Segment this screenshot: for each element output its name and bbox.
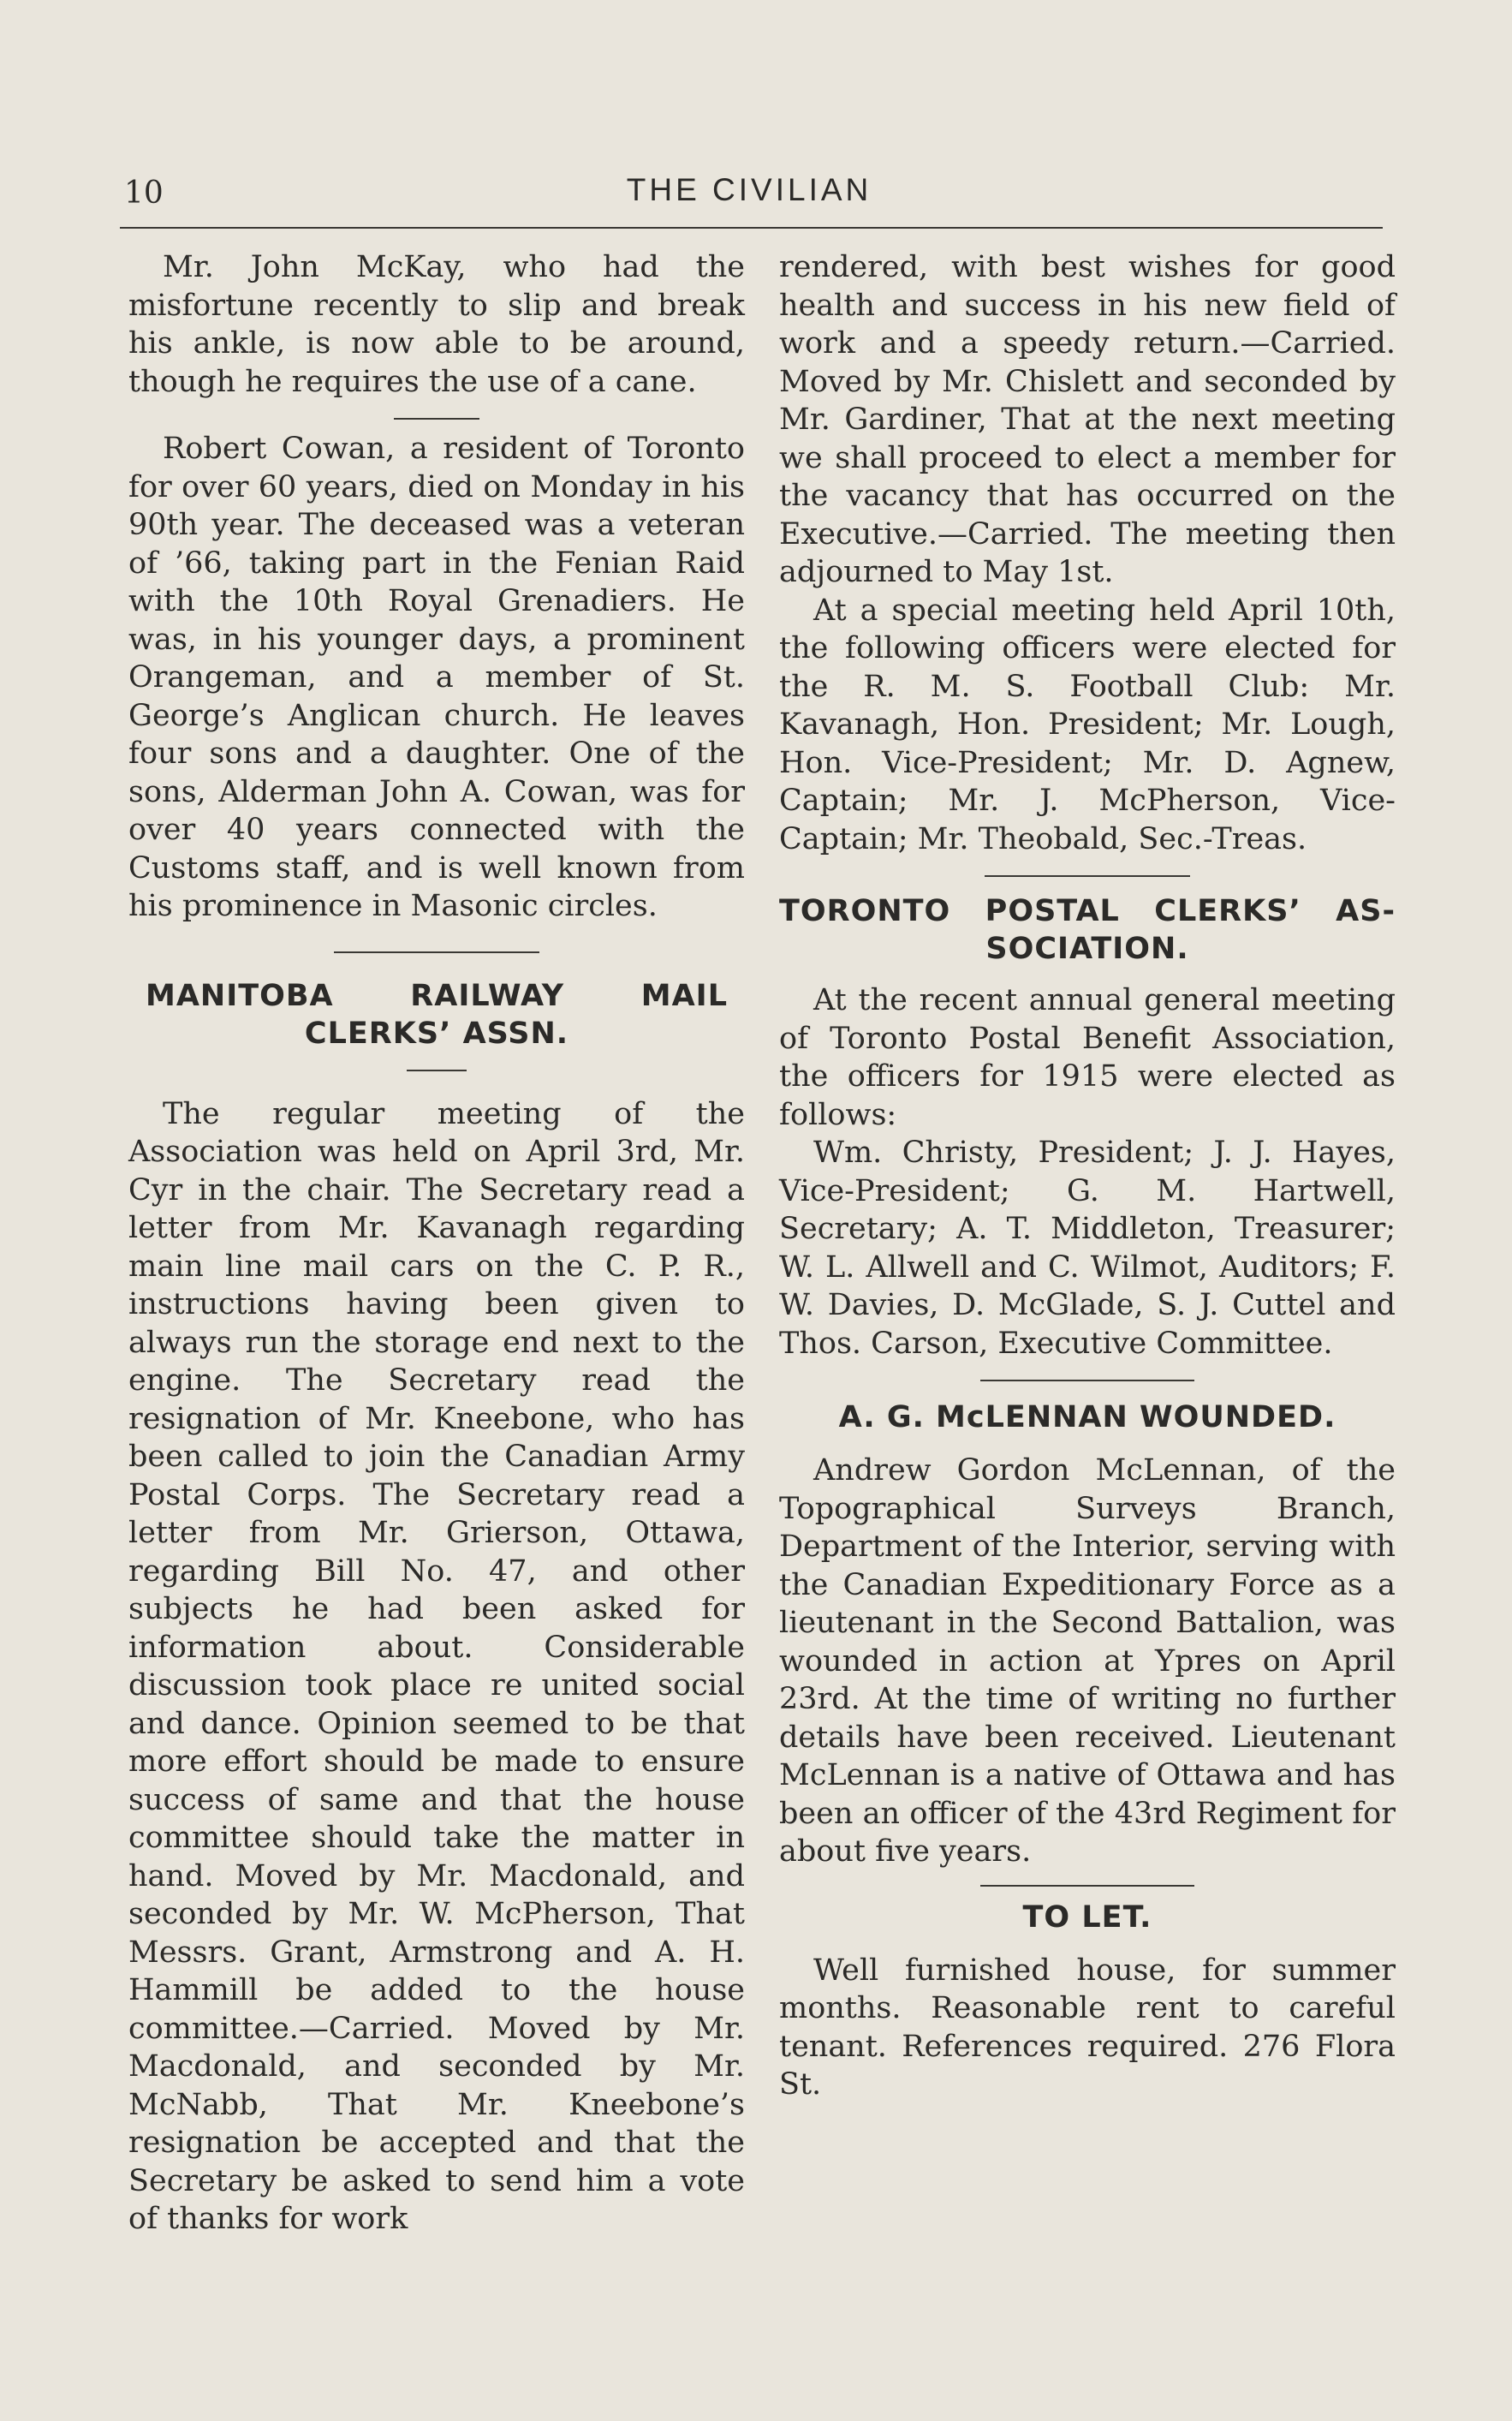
heading-toronto-line1: TORONTO POSTAL CLERKS’ AS-	[779, 894, 1396, 928]
article-special-meeting: At a special meeting held April 10th, the following officers were elected for the R. M. S. Football Club: Mr. Kavanagh, Hon. President; Mr. Lough, Hon. Vice-President; Mr. D. Agnew, Captain; Mr. J. McPherson, Vice-Captain; Mr. Theobald, Sec.-Treas.	[779, 593, 1396, 856]
article-manitoba-body: The regular meeting of the Association was held on April 3rd, Mr. Cyr in the chair. The Secretary read a letter from Mr. Kavanagh regarding main line mail cars on the C. P. R., instructions having been given to always run the storage end next to the engine. The Secretary read the resignation of Mr. Kneebone, who has been called to join the Canadian Army Postal Corps. The Secretary read a letter from Mr. Grierson, Ottawa, regarding Bill No. 47, and other subjects he had been asked for information about. Considerable discussion took place re united social and dance. Opinion seemed to be that more effort should be made to ensure success of same and that the house committee should take the matter in hand. Moved by Mr. Macdonald, and seconded by Mr. W. McPherson, That Messrs. Grant, Armstrong and A. H. Hammill be added to the house committee.—Carried. Moved by Mr. Macdonald, and seconded by Mr. McNabb, That Mr. Kneebone’s resignation be accepted and that the Secretary be asked to send him a vote of thanks for work	[128, 1096, 745, 2236]
heading-manitoba-line1: MANITOBA RAILWAY MAIL	[146, 978, 728, 1013]
page-header	[120, 167, 1378, 218]
separator-rule	[985, 875, 1190, 877]
heading-manitoba-line2: CLERKS’ ASSN.	[304, 1016, 569, 1051]
heading-toronto-line2: SOCIATION.	[985, 932, 1189, 966]
left-column	[128, 248, 745, 2239]
separator-rule	[980, 1380, 1194, 1381]
separator-rule	[980, 1885, 1194, 1887]
article-toronto-body1: At the recent annual general meeting of Toronto Postal Benefit Association, the officers for 1915 were elected as follows:	[779, 983, 1396, 1132]
heading-toronto	[779, 892, 1396, 968]
header-rule	[120, 227, 1383, 229]
heading-mclennan: A. G. McLENNAN WOUNDED.	[838, 1400, 1336, 1434]
separator-rule	[394, 418, 479, 420]
separator-rule	[334, 951, 539, 953]
article-to-let-body: Well furnished house, for summer months. Reasonable rent to careful tenant. References required. 276 Flora St.	[779, 1953, 1396, 2102]
heading-to-let: TO LET.	[1022, 1899, 1152, 1935]
article-toronto-body2: Wm. Christy, President; J. J. Hayes, Vice-President; G. M. Hartwell, Secretary; A. T. Middleton, Treasurer; W. L. Allwell and C. Wilmot, Auditors; F. W. Davies, D. McGlade, S. J. Cuttel and Thos. Carson, Executive Committee.	[779, 1136, 1396, 1361]
right-column	[779, 248, 1396, 2104]
article-manitoba-continued: rendered, with best wishes for good health and success in his new field of work and a speedy return.—Carried. Moved by Mr. Chislett and seconded by Mr. Gardiner, That at the next meeting we shall proceed to elect a member for the vacancy that has occurred on the Executive.—Carried. The meeting then adjourned to May 1st.	[779, 250, 1396, 589]
article-mclennan-body: Andrew Gordon McLennan, of the Topographical Surveys Branch, Department of the Interior, serving with the Canadian Expeditionary Force as a lieutenant in the Second Battalion, was wounded in action at Ypres on April 23rd. At the time of writing no further details have been received. Lieutenant McLennan is a native of Ottawa and has been an officer of the 43rd Regiment for about five years.	[779, 1453, 1396, 1869]
separator-rule	[407, 1070, 467, 1071]
journal-title: THE CIVILIAN	[626, 172, 872, 207]
article-mckay: Mr. John McKay, who had the misfortune recently to slip and break his ankle, is now able to be around, though he requires the use of a cane.	[128, 250, 745, 399]
page-number: 10	[124, 176, 164, 211]
article-cowan: Robert Cowan, a resident of Toronto for over 60 years, died on Monday in his 90th year. The deceased was a veteran of ’66, taking part in the Fenian Raid with the 10th Royal Grenadiers. He was, in his younger days, a prominent Orangeman, and a member of St. George’s Anglican church. He leaves four sons and a daughter. One of the sons, Alderman John A. Cowan, was for over 40 years connected with the Customs staff, and is well known from his prominence in Masonic circles.	[128, 432, 745, 923]
heading-manitoba	[128, 977, 745, 1052]
